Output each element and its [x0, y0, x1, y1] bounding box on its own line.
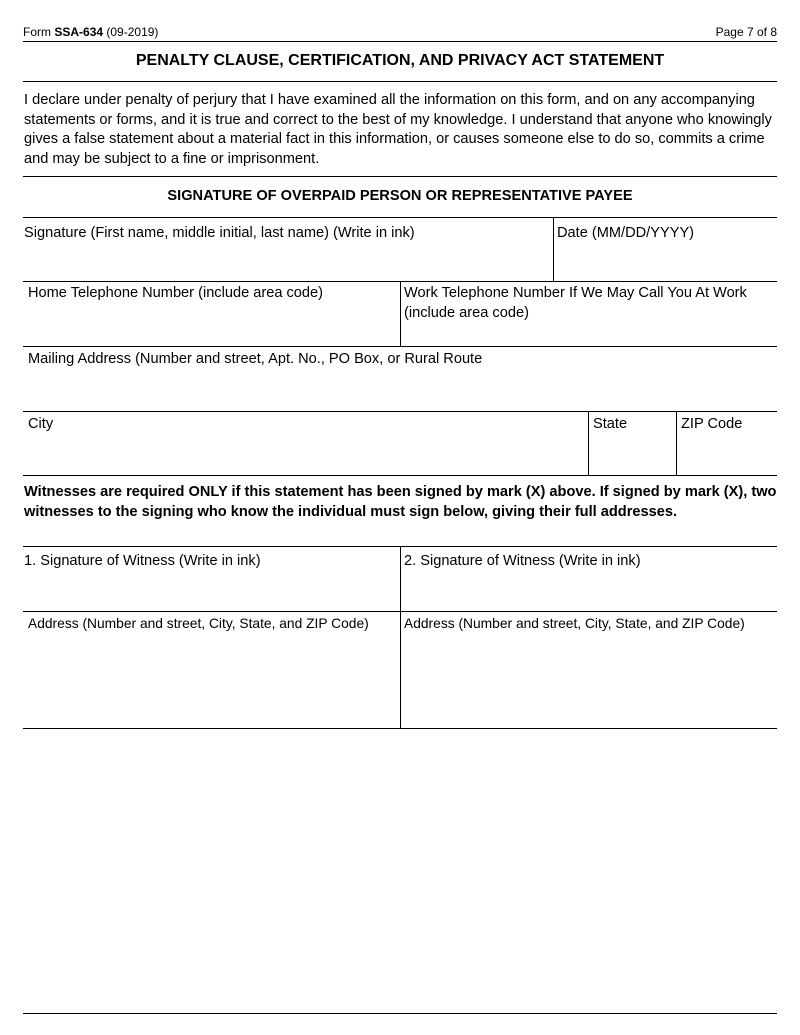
witness1-signature-field[interactable]: [23, 547, 399, 611]
zip-field[interactable]: [677, 412, 777, 475]
witness-bottom-divider: [23, 728, 777, 729]
form-prefix: Form: [23, 25, 55, 39]
form-number: SSA-634: [54, 25, 104, 39]
witness2-address-label: Address (Number and street, City, State, and ZIP Code): [404, 616, 745, 631]
signature-field[interactable]: [23, 218, 552, 281]
home-phone-label: Home Telephone Number (include area code): [28, 285, 324, 301]
state-label: State: [593, 416, 628, 432]
row-divider-4: [23, 475, 777, 476]
city-label: City: [28, 416, 54, 432]
page-footer-rule: [23, 1013, 777, 1014]
city-field[interactable]: [23, 412, 587, 475]
form-page: [23, 0, 777, 1035]
form-identifier: [23, 24, 158, 40]
mailing-address-field[interactable]: [23, 347, 777, 411]
page-header: [23, 24, 777, 40]
witness1-address-field[interactable]: [23, 612, 399, 728]
home-phone-field[interactable]: [23, 282, 399, 346]
witness2-address-field[interactable]: [401, 612, 777, 728]
witness2-signature-field[interactable]: [401, 547, 777, 611]
work-phone-field[interactable]: [401, 282, 777, 346]
signature-label: Signature (First name, middle initial, last name) (Write in ink): [24, 225, 415, 241]
witness2-signature-label: 2. Signature of Witness (Write in ink): [404, 553, 641, 569]
declaration-text: I declare under penalty of perjury that I have examined all the information on this form, and on any accompanying statements or forms, and it is true and correct to the best of my knowledge. I understand that anyone who knowingly gives a false statement about a material fact in this information, or causes someone else to do so, commits a crime and may be subject to a fine or imprisonment.: [24, 92, 772, 167]
page-title: PENALTY CLAUSE, CERTIFICATION, AND PRIVACY ACT STATEMENT: [135, 52, 665, 69]
witness-instructions: Witnesses are required ONLY if this statement has been signed by mark (X) above. If signed by mark (X), two witnesses to the signing who know the individual must sign below, giving their full addresses.: [24, 484, 777, 520]
declaration-divider: [23, 176, 777, 177]
witness1-signature-label: 1. Signature of Witness (Write in ink): [24, 553, 261, 569]
mailing-address-label: Mailing Address (Number and street, Apt. No., PO Box, or Rural Route: [28, 351, 483, 367]
form-date: (09-2019): [103, 25, 159, 39]
state-field[interactable]: [589, 412, 675, 475]
header-divider: [23, 41, 777, 42]
date-label: Date (MM/DD/YYYY): [557, 225, 695, 241]
signature-section-title: SIGNATURE OF OVERPAID PERSON OR REPRESENTATIVE PAYEE: [167, 188, 633, 204]
page-number: Page 7 of 8: [715, 25, 777, 39]
zip-label: ZIP Code: [681, 416, 743, 432]
witness1-address-label: Address (Number and street, City, State, and ZIP Code): [28, 616, 369, 631]
title-divider: [23, 81, 777, 82]
work-phone-label: Work Telephone Number If We May Call You At Work (include area code): [404, 285, 747, 321]
date-field[interactable]: [554, 218, 777, 281]
